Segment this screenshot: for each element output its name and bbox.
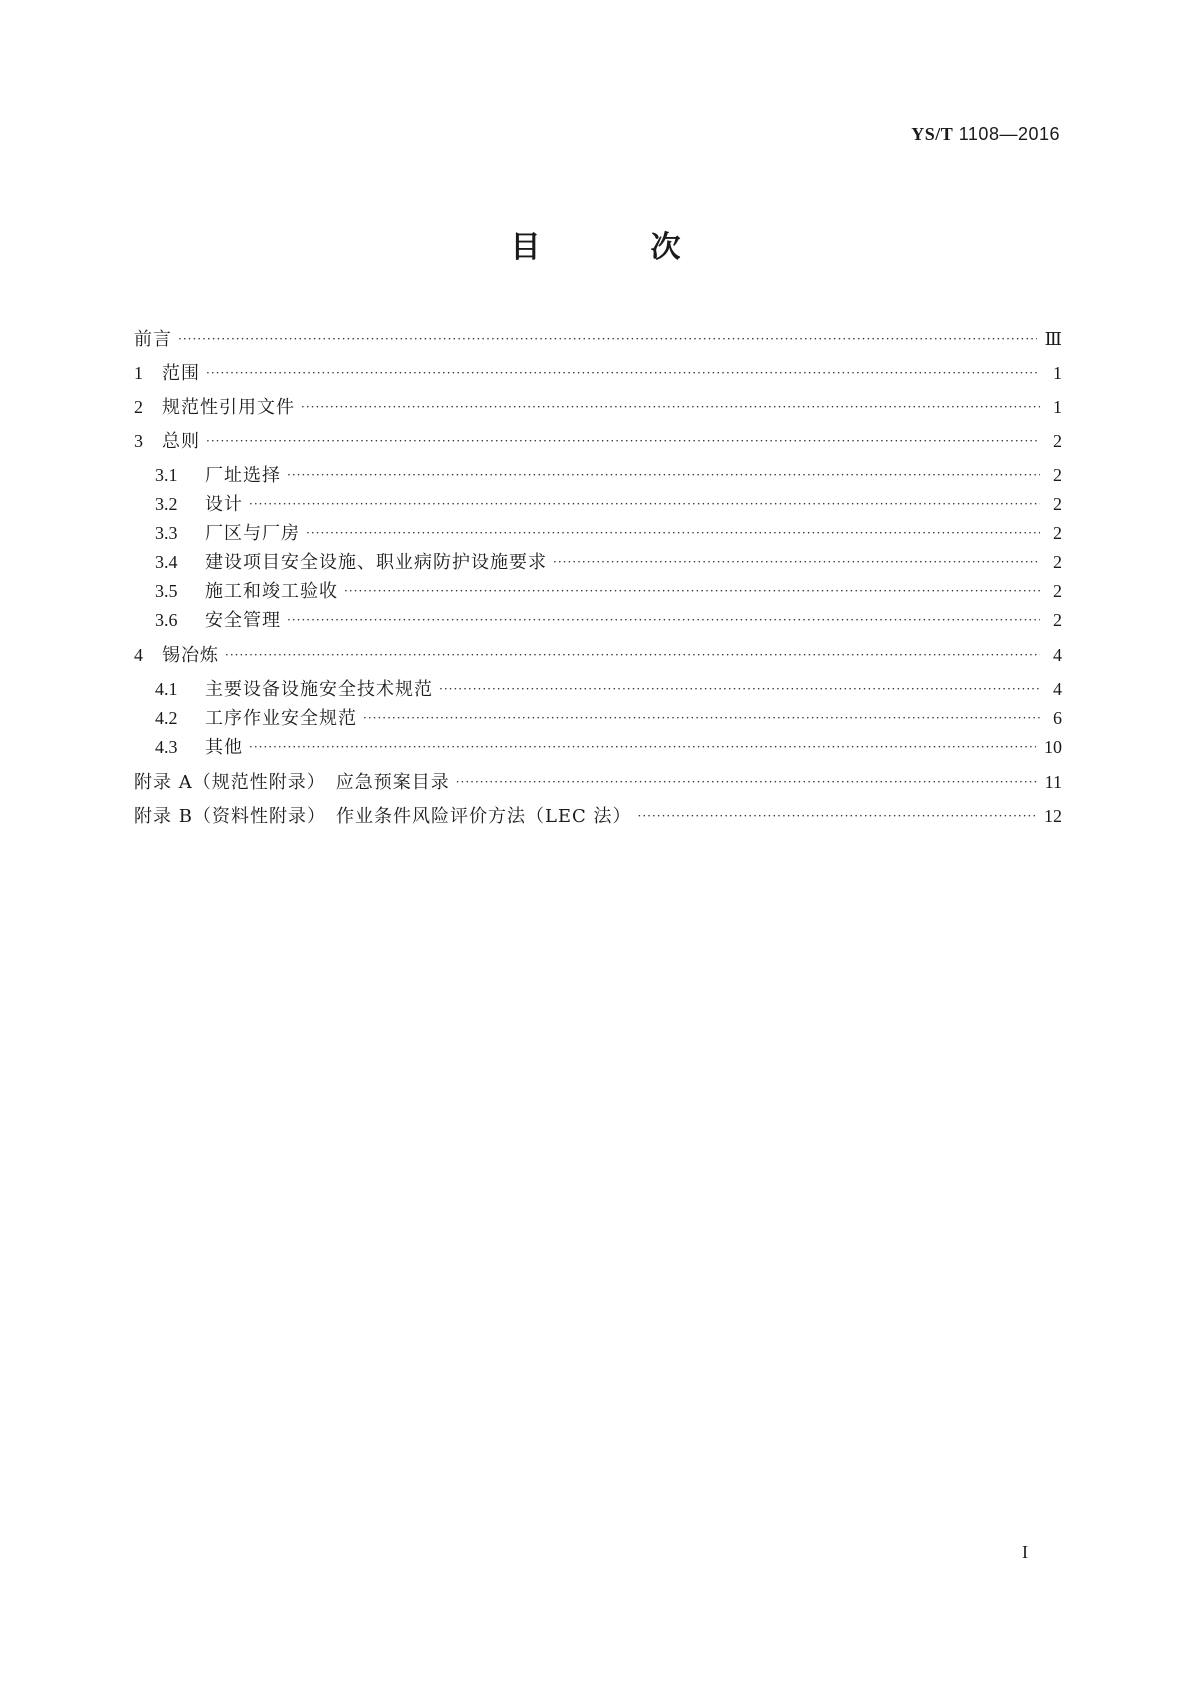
toc-entry[interactable] (134, 430, 1062, 454)
toc-entry-page: 2 (1053, 494, 1062, 514)
toc-entry[interactable] (155, 464, 1062, 488)
toc-entry-page: 2 (1053, 581, 1062, 601)
toc-entry-label: 厂区与厂房 (205, 523, 300, 544)
toc-entry-label: 主要设备设施安全技术规范 (205, 679, 433, 700)
toc-entry[interactable] (134, 396, 1062, 420)
toc-entry-page: 4 (1053, 679, 1062, 699)
toc-entry-page: 12 (1044, 806, 1062, 826)
toc-entry[interactable] (155, 736, 1062, 760)
standard-code (911, 124, 1060, 145)
toc-entry-label: 其他 (205, 737, 243, 758)
toc-entry-number: 4.2 (155, 708, 178, 728)
toc-entry-page: 2 (1053, 465, 1062, 485)
toc-entry-page: 11 (1044, 772, 1062, 792)
toc-leader-dots (553, 551, 1040, 573)
toc-leader-dots (206, 430, 1040, 452)
toc-leader-dots (301, 396, 1040, 418)
toc-leader-dots (344, 580, 1040, 602)
toc-entry-label: 附录 B（资料性附录） 作业条件风险评价方法（LEC 法） (134, 806, 632, 827)
toc-entry-label: 总则 (162, 431, 200, 452)
toc-entry-page: 4 (1053, 645, 1062, 665)
toc-entry[interactable] (155, 707, 1062, 731)
toc-entry-label: 施工和竣工验收 (205, 581, 338, 602)
toc-leader-dots (287, 464, 1040, 486)
toc-leader-dots (249, 736, 1036, 758)
toc-entry-page: Ⅲ (1044, 329, 1062, 349)
page-title: 目 次 (510, 230, 721, 265)
toc-entry[interactable] (155, 522, 1062, 546)
toc-leader-dots (363, 707, 1040, 729)
toc-leader-dots (439, 678, 1040, 700)
toc-entry-label: 锡冶炼 (162, 645, 219, 666)
toc-entry[interactable] (155, 493, 1062, 517)
toc-entry-number: 3.5 (155, 581, 178, 601)
toc-entry-page: 2 (1053, 523, 1062, 543)
toc-leader-dots (287, 609, 1040, 631)
toc-entry[interactable] (155, 678, 1062, 702)
toc-entry-number: 3 (134, 431, 143, 451)
toc-entry-number: 4.1 (155, 679, 178, 699)
toc-entry-page: 1 (1053, 397, 1062, 417)
toc-entry[interactable] (134, 805, 1062, 829)
toc-leader-dots (638, 805, 1036, 827)
toc-entry[interactable] (134, 328, 1062, 352)
toc-entry-number: 3.4 (155, 552, 178, 572)
toc-entry-label: 安全管理 (205, 610, 281, 631)
toc-entry[interactable] (134, 644, 1062, 668)
toc-entry-page: 2 (1053, 610, 1062, 630)
toc-leader-dots (456, 771, 1037, 793)
toc-entry[interactable] (134, 362, 1062, 386)
toc-entry-number: 3.3 (155, 523, 178, 543)
toc-entry-label: 工序作业安全规范 (205, 708, 357, 729)
toc-entry-number: 4.3 (155, 737, 178, 757)
page-number: I (1022, 1542, 1028, 1562)
toc-entry-label: 设计 (205, 494, 243, 515)
toc-entry-number: 1 (134, 363, 143, 383)
toc-leader-dots (206, 362, 1040, 384)
toc-entry-number: 4 (134, 645, 143, 665)
toc-leader-dots (225, 644, 1040, 666)
standard-number: 1108—2016 (958, 124, 1060, 144)
toc-entry-page: 10 (1044, 737, 1062, 757)
toc-entry[interactable] (155, 551, 1062, 575)
toc-entry-number: 3.2 (155, 494, 178, 514)
toc-entry-label: 附录 A（规范性附录） 应急预案目录 (134, 772, 450, 793)
toc-leader-dots (178, 328, 1037, 350)
toc-entry-page: 2 (1053, 552, 1062, 572)
toc-entry-page: 6 (1053, 708, 1062, 728)
toc-entry[interactable] (155, 609, 1062, 633)
toc-entry-label: 规范性引用文件 (162, 397, 295, 418)
toc-entry-label: 前言 (134, 329, 172, 350)
toc-entry-label: 建设项目安全设施、职业病防护设施要求 (205, 552, 547, 573)
toc-entry-number: 3.1 (155, 465, 178, 485)
toc-leader-dots (249, 493, 1040, 515)
toc-entry[interactable] (155, 580, 1062, 604)
toc-entry[interactable] (134, 771, 1062, 795)
toc-entry-label: 厂址选择 (205, 465, 281, 486)
toc-entry-page: 1 (1053, 363, 1062, 383)
toc-entry-number: 3.6 (155, 610, 178, 630)
toc-entry-page: 2 (1053, 431, 1062, 451)
toc-entry-label: 范围 (162, 363, 200, 384)
toc-leader-dots (306, 522, 1040, 544)
toc-entry-number: 2 (134, 397, 143, 417)
standard-prefix: YS/T (911, 124, 954, 144)
